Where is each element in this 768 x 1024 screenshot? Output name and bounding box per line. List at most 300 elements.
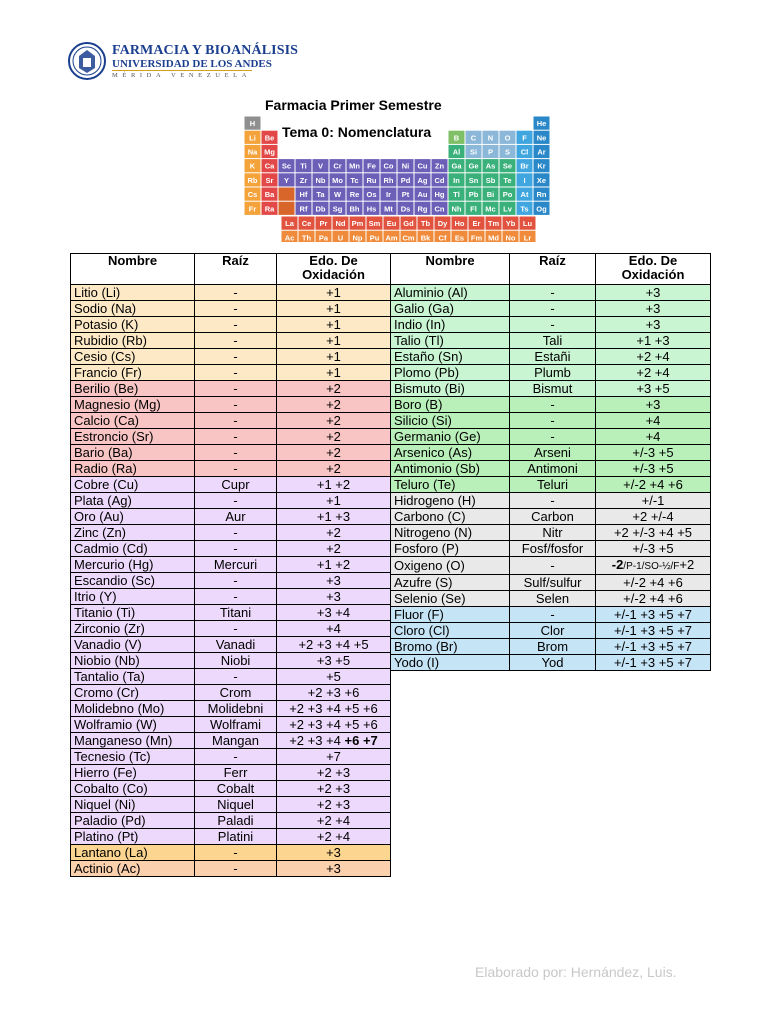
- element-root: -: [510, 607, 596, 623]
- oxidation-states: +1: [277, 493, 391, 509]
- element-name: Potasio (K): [71, 317, 195, 333]
- element-root: Selen: [510, 591, 596, 607]
- table-row: [71, 365, 391, 381]
- ptable-cell: [364, 173, 380, 186]
- oxidation-states: +/-3 +5: [596, 541, 711, 557]
- ptable-cell: [316, 231, 332, 242]
- ptable-cell: [432, 173, 448, 186]
- oxidation-states: +3: [277, 589, 391, 605]
- svg-text:Te: Te: [503, 175, 512, 185]
- element-name: Oro (Au): [71, 509, 195, 525]
- oxidation-states: +7: [277, 749, 391, 765]
- ptable-cell: [313, 173, 329, 186]
- svg-text:Br: Br: [520, 161, 529, 171]
- element-name: Bario (Ba): [71, 445, 195, 461]
- ptable-cell: [262, 159, 278, 172]
- ptable-cell: [500, 202, 516, 215]
- table-row: [71, 637, 391, 653]
- table-row: [71, 781, 391, 797]
- element-name: Platino (Pt): [71, 829, 195, 845]
- svg-text:Mn: Mn: [349, 161, 360, 171]
- ptable-cell: [469, 217, 485, 230]
- oxidation-states: +3: [277, 573, 391, 589]
- ptable-cell: [500, 159, 516, 172]
- table-row: [71, 669, 391, 685]
- ptable-cell: [452, 231, 468, 242]
- ptable-cell: [330, 188, 346, 201]
- table-row: [71, 797, 391, 813]
- element-name: Rubidio (Rb): [71, 333, 195, 349]
- table-row: [391, 525, 711, 541]
- element-name: Galio (Ga): [391, 301, 510, 317]
- ptable-cell: [282, 217, 298, 230]
- ptable-cell: [333, 231, 349, 242]
- ptable-cell: [313, 188, 329, 201]
- element-root: Platini: [195, 829, 277, 845]
- ptable-cell: [279, 188, 295, 201]
- oxidation-states: +2 +/-4: [596, 509, 711, 525]
- table-row: [391, 639, 711, 655]
- table-row: [391, 429, 711, 445]
- svg-text:Ne: Ne: [536, 133, 547, 143]
- table-row: [391, 575, 711, 591]
- ptable-cell: [381, 173, 397, 186]
- ptable-cell: [534, 145, 550, 158]
- svg-text:Md: Md: [488, 233, 499, 242]
- table-header-row: [71, 254, 391, 285]
- svg-text:V: V: [317, 161, 324, 171]
- element-root: -: [195, 365, 277, 381]
- element-root: -: [195, 429, 277, 445]
- ptable-cell: [364, 159, 380, 172]
- element-name: Germanio (Ge): [391, 429, 510, 445]
- ptable-cell: [262, 145, 278, 158]
- ptable-cell: [534, 159, 550, 172]
- oxidation-states: +3: [596, 317, 711, 333]
- svg-text:Xe: Xe: [536, 175, 547, 185]
- element-name: Cloro (Cl): [391, 623, 510, 639]
- element-root: Fosf/fosfor: [510, 541, 596, 557]
- oxidation-states: +1: [277, 317, 391, 333]
- ptable-cell: [299, 217, 315, 230]
- oxidation-states: +2 +4: [596, 349, 711, 365]
- element-name: Magnesio (Mg): [71, 397, 195, 413]
- oxidation-states: +1: [277, 349, 391, 365]
- oxidation-states: +2: [277, 541, 391, 557]
- table-row: [391, 381, 711, 397]
- table-row: [391, 557, 711, 575]
- ptable-cell: [415, 202, 431, 215]
- svg-text:Og: Og: [536, 204, 547, 214]
- svg-text:Am: Am: [385, 233, 398, 242]
- element-name: Zinc (Zn): [71, 525, 195, 541]
- ptable-cell: [398, 173, 414, 186]
- table-row: [391, 461, 711, 477]
- ptable-cell: [347, 173, 363, 186]
- ptable-cell: [534, 188, 550, 201]
- ptable-cell: [466, 159, 482, 172]
- svg-text:Tl: Tl: [453, 190, 460, 200]
- oxidation-states: +2 +4: [596, 365, 711, 381]
- element-root: -: [510, 557, 596, 575]
- table-row: [71, 509, 391, 525]
- element-root: -: [195, 589, 277, 605]
- ptable-cell: [364, 188, 380, 201]
- element-root: -: [195, 845, 277, 861]
- ptable-cell: [401, 231, 417, 242]
- element-root: Mangan: [195, 733, 277, 749]
- table-row: [391, 349, 711, 365]
- ox-value: +2: [679, 557, 695, 572]
- ptable-cell: [486, 231, 502, 242]
- element-root: -: [195, 541, 277, 557]
- element-root: Crom: [195, 685, 277, 701]
- svg-text:La: La: [285, 219, 294, 229]
- oxidation-states: +1: [277, 301, 391, 317]
- oxidation-states: +1 +3: [596, 333, 711, 349]
- svg-text:H: H: [249, 119, 256, 129]
- ptable-cell: [282, 231, 298, 242]
- svg-text:Ir: Ir: [385, 190, 392, 200]
- table-row: [71, 349, 391, 365]
- ptable-cell: [466, 145, 482, 158]
- svg-text:Cf: Cf: [438, 233, 447, 242]
- svg-text:Cd: Cd: [434, 175, 445, 185]
- table-row: [71, 701, 391, 717]
- oxidation-states: +3: [596, 285, 711, 301]
- element-root: Cupr: [195, 477, 277, 493]
- oxidation-states: +/-3 +5: [596, 461, 711, 477]
- ox-bold: +6 +7: [344, 733, 378, 748]
- ptable-cell: [330, 173, 346, 186]
- table-row: [71, 861, 391, 877]
- svg-text:Re: Re: [349, 190, 360, 200]
- element-name: Antimonio (Sb): [391, 461, 510, 477]
- oxidation-states: +2 +3 +4 +5 +6: [277, 717, 391, 733]
- element-root: Niobi: [195, 653, 277, 669]
- table-row: [391, 333, 711, 349]
- ptable-cell: [500, 145, 516, 158]
- oxidation-states: +/-1 +3 +5 +7: [596, 607, 711, 623]
- svg-text:Rb: Rb: [247, 175, 258, 185]
- table-row: [71, 413, 391, 429]
- ptable-cell: [483, 173, 499, 186]
- table-row: [71, 813, 391, 829]
- svg-text:Ds: Ds: [400, 204, 411, 214]
- ptable-cell: [262, 131, 278, 144]
- oxidation-states: +2 +3: [277, 781, 391, 797]
- ptable-cell: [245, 173, 261, 186]
- ptable-cell: [432, 188, 448, 201]
- ptable-cell: [299, 231, 315, 242]
- ptable-cell: [384, 231, 400, 242]
- element-name: Cobalto (Co): [71, 781, 195, 797]
- ptable-cell: [449, 145, 465, 158]
- oxidation-states: +/-2 +4 +6: [596, 575, 711, 591]
- table-row: [71, 397, 391, 413]
- element-name: Tecnesio (Tc): [71, 749, 195, 765]
- ptable-cell: [367, 231, 383, 242]
- svg-text:Sc: Sc: [281, 161, 292, 171]
- oxidation-table-left: [70, 253, 391, 877]
- ptable-cell: [381, 188, 397, 201]
- ptable-cell: [449, 131, 465, 144]
- svg-text:Zn: Zn: [434, 161, 445, 171]
- element-root: Mercuri: [195, 557, 277, 573]
- svg-text:Er: Er: [472, 219, 481, 229]
- table-row: [391, 365, 711, 381]
- table-row: [391, 445, 711, 461]
- ptable-cell: [245, 145, 261, 158]
- ptable-cell: [449, 188, 465, 201]
- ptable-cell: [333, 217, 349, 230]
- element-name: Arsenico (As): [391, 445, 510, 461]
- element-root: -: [195, 669, 277, 685]
- element-root: -: [195, 493, 277, 509]
- element-name: Yodo (I): [391, 655, 510, 671]
- element-name: Hierro (Fe): [71, 765, 195, 781]
- element-root: -: [510, 493, 596, 509]
- element-name: Escandio (Sc): [71, 573, 195, 589]
- table-row: [391, 541, 711, 557]
- table-row: [71, 285, 391, 301]
- svg-text:I: I: [523, 175, 526, 185]
- ptable-cell: [435, 217, 451, 230]
- svg-text:Ba: Ba: [264, 190, 275, 200]
- ptable-cell: [347, 188, 363, 201]
- ptable-cell: [452, 217, 468, 230]
- ptable-cell: [432, 159, 448, 172]
- svg-text:Pm: Pm: [351, 219, 364, 229]
- ox-value: +2 +3 +4: [289, 733, 341, 748]
- svg-text:Bi: Bi: [486, 190, 495, 200]
- ptable-cell: [398, 202, 414, 215]
- element-root: Bismut: [510, 381, 596, 397]
- oxidation-table-right: [390, 253, 711, 671]
- svg-text:B: B: [453, 133, 460, 143]
- svg-text:Po: Po: [502, 190, 513, 200]
- ptable-cell: [296, 202, 312, 215]
- element-name: Itrio (Y): [71, 589, 195, 605]
- element-root: -: [510, 285, 596, 301]
- svg-text:Pa: Pa: [318, 233, 329, 242]
- svg-text:Cu: Cu: [417, 161, 428, 171]
- svg-text:Mo: Mo: [332, 175, 343, 185]
- svg-text:U: U: [337, 233, 344, 242]
- ptable-cell: [517, 188, 533, 201]
- oxidation-states: +2: [277, 445, 391, 461]
- ptable-cell: [381, 202, 397, 215]
- svg-text:Fr: Fr: [248, 204, 257, 214]
- ptable-cell: [466, 173, 482, 186]
- element-root: Nitr: [510, 525, 596, 541]
- element-root: Brom: [510, 639, 596, 655]
- table-row: [391, 413, 711, 429]
- element-name: Boro (B): [391, 397, 510, 413]
- ptable-cell: [367, 217, 383, 230]
- svg-text:Lu: Lu: [522, 219, 533, 229]
- svg-text:Cs: Cs: [247, 190, 258, 200]
- ptable-cell: [401, 217, 417, 230]
- svg-text:Mc: Mc: [485, 204, 496, 214]
- svg-text:Pt: Pt: [401, 190, 410, 200]
- element-root: Yod: [510, 655, 596, 671]
- svg-text:Os: Os: [366, 190, 377, 200]
- element-name: Selenio (Se): [391, 591, 510, 607]
- ptable-cell: [279, 159, 295, 172]
- svg-text:Al: Al: [452, 147, 461, 157]
- ptable-cell: [517, 202, 533, 215]
- oxidation-states: +1 +2: [277, 477, 391, 493]
- ptable-cell: [500, 173, 516, 186]
- table-row: [391, 509, 711, 525]
- svg-text:Zr: Zr: [299, 175, 308, 185]
- svg-text:O: O: [504, 133, 511, 143]
- element-name: Manganeso (Mn): [71, 733, 195, 749]
- svg-text:Be: Be: [264, 133, 275, 143]
- oxidation-states: +2 +3: [277, 797, 391, 813]
- table-row: [71, 573, 391, 589]
- table-row: [391, 607, 711, 623]
- svg-text:Fl: Fl: [470, 204, 477, 214]
- table-row: [71, 653, 391, 669]
- oxidation-states: +/-1 +3 +5 +7: [596, 639, 711, 655]
- page-title: Farmacia Primer Semestre: [265, 97, 442, 113]
- svg-text:Rh: Rh: [383, 175, 394, 185]
- svg-text:N: N: [487, 133, 494, 143]
- table-row: [391, 317, 711, 333]
- svg-text:Si: Si: [469, 147, 478, 157]
- svg-text:Rg: Rg: [417, 204, 428, 214]
- svg-text:Lr: Lr: [523, 233, 532, 242]
- element-name: Cobre (Cu): [71, 477, 195, 493]
- element-name: Hidrogeno (H): [391, 493, 510, 509]
- ptable-cell: [418, 217, 434, 230]
- element-name: Cesio (Cs): [71, 349, 195, 365]
- svg-text:Np: Np: [352, 233, 363, 242]
- svg-text:Ca: Ca: [264, 161, 275, 171]
- svg-text:Hf: Hf: [299, 190, 308, 200]
- ptable-cell: [415, 188, 431, 201]
- element-root: Sulf/sulfur: [510, 575, 596, 591]
- element-name: Azufre (S): [391, 575, 510, 591]
- ptable-cell: [384, 217, 400, 230]
- table-row: [71, 733, 391, 749]
- oxidation-states: +/-1 +3 +5 +7: [596, 655, 711, 671]
- oxidation-states: +2 +/-3 +4 +5: [596, 525, 711, 541]
- element-name: Carbono (C): [391, 509, 510, 525]
- element-name: Indio (In): [391, 317, 510, 333]
- svg-text:Ga: Ga: [451, 161, 462, 171]
- svg-text:Db: Db: [315, 204, 326, 214]
- element-name: Cromo (Cr): [71, 685, 195, 701]
- element-root: -: [195, 317, 277, 333]
- svg-text:Pr: Pr: [319, 219, 328, 229]
- element-root: -: [195, 525, 277, 541]
- table-row: [71, 301, 391, 317]
- svg-text:Cm: Cm: [402, 233, 415, 242]
- element-name: Aluminio (Al): [391, 285, 510, 301]
- ptable-cell: [313, 202, 329, 215]
- ptable-cell: [534, 173, 550, 186]
- oxidation-states: +2: [277, 413, 391, 429]
- element-root: Plumb: [510, 365, 596, 381]
- ptable-cell: [466, 131, 482, 144]
- element-name: Cadmio (Cd): [71, 541, 195, 557]
- svg-text:Fe: Fe: [367, 161, 376, 171]
- ptable-cell: [435, 231, 451, 242]
- element-name: Molidebno (Mo): [71, 701, 195, 717]
- svg-text:P: P: [487, 147, 494, 157]
- svg-text:As: As: [485, 161, 496, 171]
- table-row: [71, 525, 391, 541]
- ptable-cell: [483, 145, 499, 158]
- header-ox: Edo. De Oxidación: [596, 254, 711, 285]
- element-name: Radio (Ra): [71, 461, 195, 477]
- element-name: Plata (Ag): [71, 493, 195, 509]
- element-name: Estroncio (Sr): [71, 429, 195, 445]
- ptable-cell: [296, 159, 312, 172]
- svg-text:Nd: Nd: [335, 219, 346, 229]
- element-root: -: [195, 749, 277, 765]
- element-name: Teluro (Te): [391, 477, 510, 493]
- table-row: [71, 493, 391, 509]
- ptable-cell: [245, 188, 261, 201]
- oxidation-states: +2: [277, 381, 391, 397]
- ptable-cell: [347, 159, 363, 172]
- ptable-cell: [466, 188, 482, 201]
- svg-text:Gd: Gd: [403, 219, 414, 229]
- ptable-cell: [313, 159, 329, 172]
- ptable-cell: [500, 188, 516, 201]
- element-root: Titani: [195, 605, 277, 621]
- oxidation-states: +1: [277, 285, 391, 301]
- svg-text:Hs: Hs: [366, 204, 377, 214]
- table-row: [391, 591, 711, 607]
- ptable-cell: [466, 202, 482, 215]
- oxidation-states: +3 +5: [596, 381, 711, 397]
- svg-text:Nh: Nh: [451, 204, 462, 214]
- svg-text:Sr: Sr: [265, 175, 274, 185]
- element-root: Carbon: [510, 509, 596, 525]
- svg-text:Sg: Sg: [332, 204, 343, 214]
- oxidation-states: [596, 557, 711, 575]
- ptable-cell: [483, 202, 499, 215]
- svg-text:C: C: [470, 133, 477, 143]
- oxidation-states: +1 +2: [277, 557, 391, 573]
- ptable-cell: [449, 202, 465, 215]
- element-name: Lantano (La): [71, 845, 195, 861]
- ptable-cell: [415, 159, 431, 172]
- element-name: Francio (Fr): [71, 365, 195, 381]
- page-subtitle: Tema 0: Nomenclatura: [282, 124, 432, 140]
- ptable-cell: [517, 173, 533, 186]
- oxidation-states: +2: [277, 461, 391, 477]
- oxidation-states: +3 +5: [277, 653, 391, 669]
- element-name: Niquel (Ni): [71, 797, 195, 813]
- ptable-cell: [503, 231, 519, 242]
- ptable-cell: [364, 202, 380, 215]
- svg-text:Ru: Ru: [366, 175, 377, 185]
- table-row: [71, 621, 391, 637]
- ox-bold: -2: [611, 557, 624, 572]
- oxidation-states: +2 +3 +4 +5: [277, 637, 391, 653]
- svg-text:Fm: Fm: [470, 233, 483, 242]
- table-row: [391, 623, 711, 639]
- table-row: [71, 381, 391, 397]
- ptable-cell: [245, 159, 261, 172]
- svg-text:Tc: Tc: [350, 175, 359, 185]
